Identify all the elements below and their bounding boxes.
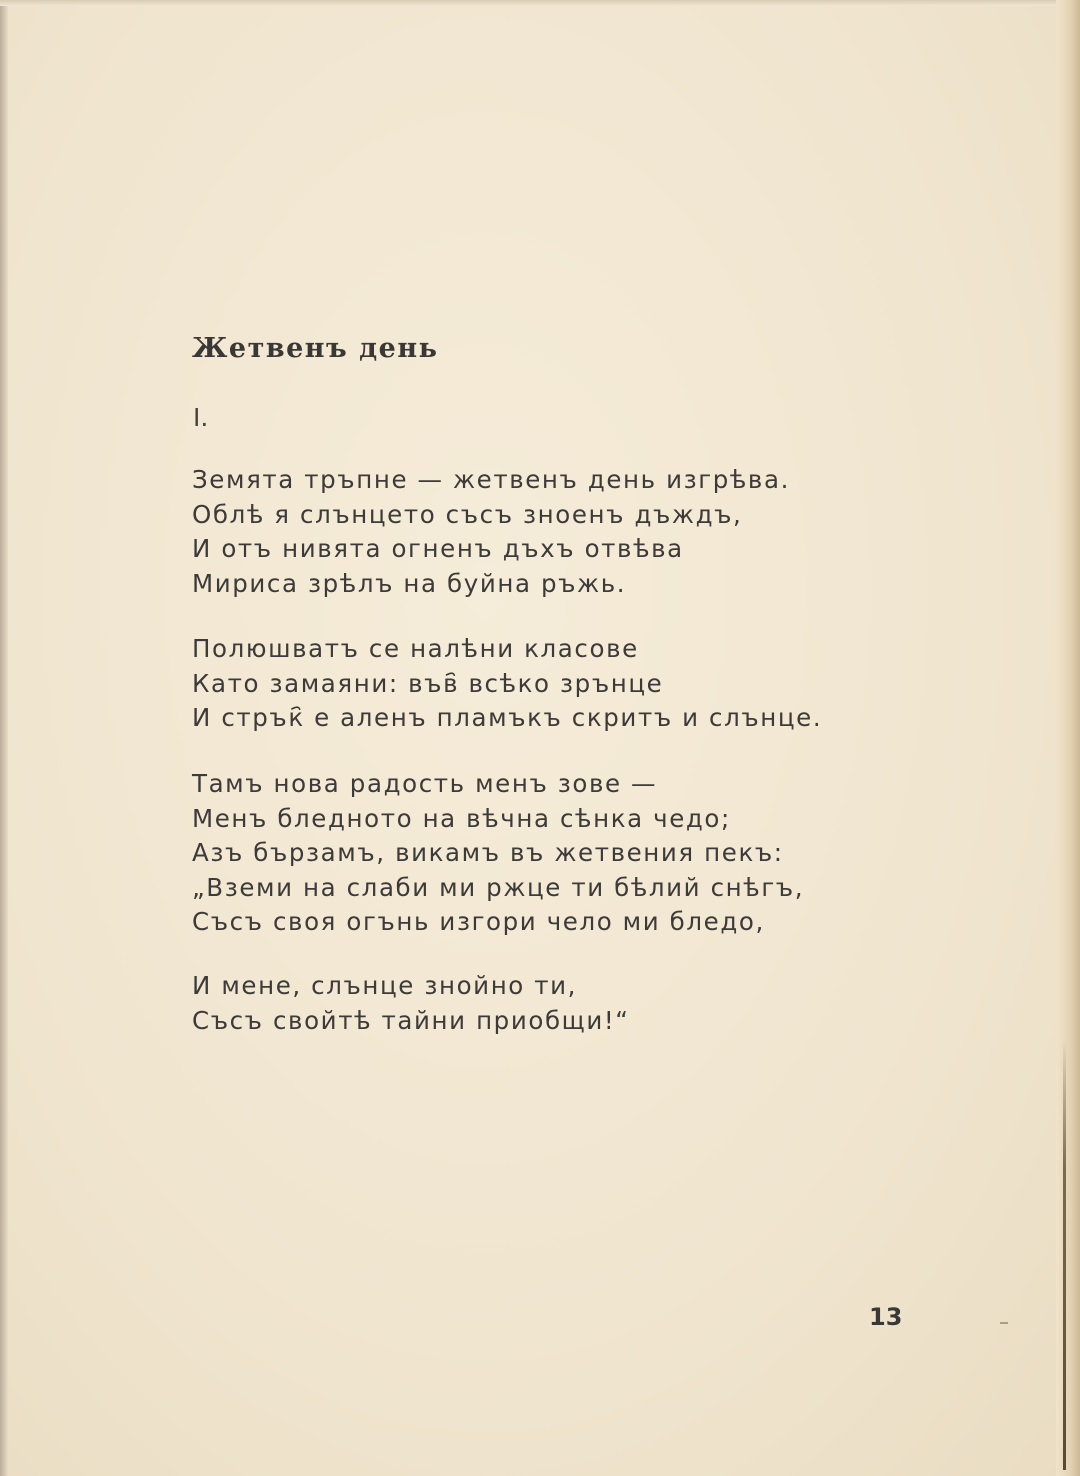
poem-line: Като замаяни: във҄ всѣко зрънце bbox=[192, 668, 664, 698]
stanza-4 bbox=[192, 969, 630, 1038]
poem-line: Азъ бързамъ, викамъ въ жетвения пекъ: bbox=[192, 838, 784, 867]
poem-line: Тамъ нова радость менъ зове — bbox=[192, 769, 658, 798]
poem-line: Земята тръпне — жетвенъ день изгрѣва. bbox=[192, 465, 790, 494]
poem-line: И мене, слънце знойно ти, bbox=[192, 971, 578, 1000]
poem-line: Съсъ своя огънь изгори чело ми бледо, bbox=[192, 907, 765, 936]
page-right-edge bbox=[1056, 0, 1080, 1476]
stanza-2 bbox=[192, 632, 822, 736]
stanza-1 bbox=[192, 463, 790, 601]
poem-line: Полюшватъ се налѣни класове bbox=[192, 634, 639, 663]
poem-line: Менъ бледното на вѣчна сѣнка чедо; bbox=[192, 803, 731, 833]
poem-line: Мириса зрѣлъ на буйна ръжь. bbox=[192, 568, 627, 598]
poem-line: И отъ нивята огненъ дъхъ отвѣва bbox=[192, 534, 684, 563]
stanza-3 bbox=[192, 767, 804, 940]
page-number: 13 bbox=[869, 1303, 903, 1331]
poem-line: „Вземи на слаби ми ржце ти бѣлий снѣгъ, bbox=[192, 872, 805, 902]
page-top-edge bbox=[0, 0, 1080, 6]
poem-line: И стрък҄ е аленъ пламъкъ скритъ и слънце. bbox=[192, 703, 823, 732]
paper-speck bbox=[1000, 1322, 1008, 1324]
binding-shadow-line bbox=[1063, 1040, 1066, 1470]
poem-line: Облѣ я слънцето съсъ зноенъ дъждъ, bbox=[192, 499, 743, 529]
poem-line: Съсъ свойтѣ тайни приобщи!“ bbox=[192, 1005, 630, 1035]
page-left-edge bbox=[0, 0, 8, 1476]
poem-title: Жетвенъ день bbox=[192, 333, 439, 364]
section-number: I. bbox=[193, 403, 209, 432]
